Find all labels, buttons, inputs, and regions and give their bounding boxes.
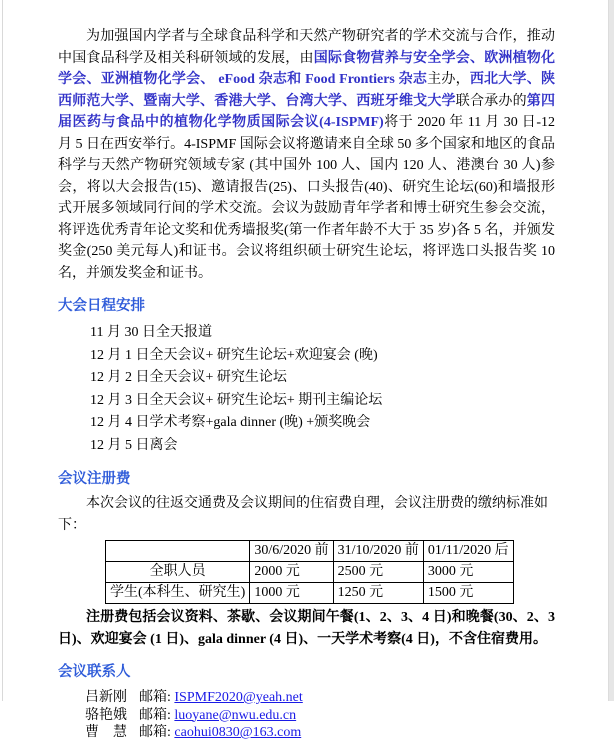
registration-note: 注册费包括会议资料、茶歇、会议期间午餐(1、2、3、4 日)和晚餐(30、2、3 日)、欢迎宴会 (1 日)、gala dinner (4 日)、一天学术考察(4 日)，不含住宿费用。 bbox=[58, 610, 555, 647]
intro-segment-universities: 西北大学、陕西师范大学、暨南大学、香港大学、台湾大学、西班牙维戈大学 bbox=[58, 72, 555, 109]
registration-fee-table bbox=[105, 540, 514, 604]
contact-list bbox=[58, 689, 555, 742]
fee-value: 1500 元 bbox=[423, 583, 513, 604]
contact-row-lvxingang bbox=[58, 689, 555, 707]
intro-paragraph bbox=[58, 26, 555, 284]
fee-value: 2500 元 bbox=[333, 562, 423, 583]
fee-header-empty-cell bbox=[106, 541, 250, 562]
email-label: 邮箱: bbox=[139, 690, 171, 705]
fee-header-deadline-2: 31/10/2020 前 bbox=[333, 541, 423, 562]
schedule-item-dec4: 12 月 4 日学术考察+gala dinner (晚) +颁奖晚会 bbox=[90, 415, 371, 430]
schedule-item-nov30: 11 月 30 日全天报道 bbox=[90, 325, 212, 340]
page-edge-right-gutter bbox=[608, 0, 614, 701]
registration-heading: 会议注册费 bbox=[58, 471, 131, 487]
intro-segment-organizers: 国际食物营养与安全学会、欧洲植物化学会、亚洲植物化学会、 eFood 杂志和 Food Frontiers 杂志 bbox=[58, 50, 556, 87]
email-link-ispmf2020[interactable]: ISPMF2020@yeah.net bbox=[174, 690, 303, 705]
schedule-item-dec1: 12 月 1 日全天会议+ 研究生论坛+欢迎宴会 (晚) bbox=[90, 347, 378, 363]
schedule-item-dec3: 12 月 3 日全天会议+ 研究生论坛+ 期刊主编论坛 bbox=[90, 392, 383, 408]
contact-name: 曹 慧 bbox=[85, 725, 127, 740]
fee-row-label-fulltime: 全职人员 bbox=[106, 562, 250, 583]
contact-row-caohui bbox=[58, 724, 555, 742]
intro-segment-4: 将于 2020 年 11 月 30 日-12 月 5 日在西安举行。4-ISPMF 国际会议将邀请来自全球 50 多个国家和地区的食品科学与天然产物研究领域专家 (其中国外 100 人、国内 120 人、港澳台 30 人)参会，将以大会报告(15)、邀请报告(25)、口头报告(40)、研究生论坛(60)和墙报形式开展多领域同行间的学术交流。会议为鼓励青年学者和博士研究生参会交流，将评选优秀青年论文奖和优秀墙报奖(第一作者年龄不大于 35 岁)各 5 名，并颁发奖金(250 美元每人)和证书。会议将组织硕士研究生论坛，将评选口头报告奖 10 名，并颁发奖金和证书。 bbox=[58, 115, 555, 281]
schedule-item-dec2: 12 月 2 日全天会议+ 研究生论坛 bbox=[90, 370, 287, 385]
fee-header-deadline-3: 01/11/2020 后 bbox=[423, 541, 513, 562]
intro-segment-conference-name: 第四届医药与食品中的植物化学物质国际会议(4-ISPMF) bbox=[58, 93, 556, 130]
schedule-heading: 大会日程安排 bbox=[58, 298, 145, 314]
fee-value: 1000 元 bbox=[250, 583, 333, 604]
email-label: 邮箱: bbox=[139, 725, 171, 740]
intro-segment-3: 联合承办的 bbox=[455, 93, 527, 109]
page-edge-left bbox=[2, 0, 3, 701]
contacts-heading: 会议联系人 bbox=[58, 664, 131, 680]
fee-value: 1250 元 bbox=[333, 583, 423, 604]
contact-row-luoyane bbox=[58, 707, 555, 725]
fee-row-label-student: 学生(本科生、研究生) bbox=[106, 583, 250, 604]
email-link-luoyane[interactable]: luoyane@nwu.edu.cn bbox=[174, 707, 297, 723]
schedule-list bbox=[58, 322, 555, 457]
contact-name: 吕新刚 bbox=[85, 690, 127, 705]
email-link-caohui[interactable]: caohui0830@163.com bbox=[174, 725, 302, 740]
fee-table-row-student bbox=[106, 583, 514, 604]
intro-segment-1: 为加强国内学者与全球食品科学和天然产物研究者的学术交流与合作，推动中国食品科学及相关科研领域的发展，由 bbox=[58, 29, 555, 66]
fee-table-row-fulltime bbox=[106, 562, 514, 583]
contact-name: 骆艳娥 bbox=[85, 707, 127, 723]
fee-header-deadline-1: 30/6/2020 前 bbox=[250, 541, 333, 562]
document-content bbox=[58, 26, 555, 742]
fee-value: 2000 元 bbox=[250, 562, 333, 583]
intro-segment-2: 主办， bbox=[427, 72, 470, 87]
registration-intro: 本次会议的往返交通费及会议期间的住宿费自理，会议注册费的缴纳标准如下： bbox=[58, 496, 548, 533]
email-label: 邮箱: bbox=[139, 707, 171, 723]
fee-value: 3000 元 bbox=[423, 562, 513, 583]
schedule-item-dec5: 12 月 5 日离会 bbox=[90, 437, 178, 453]
fee-table-header-row bbox=[106, 541, 514, 562]
